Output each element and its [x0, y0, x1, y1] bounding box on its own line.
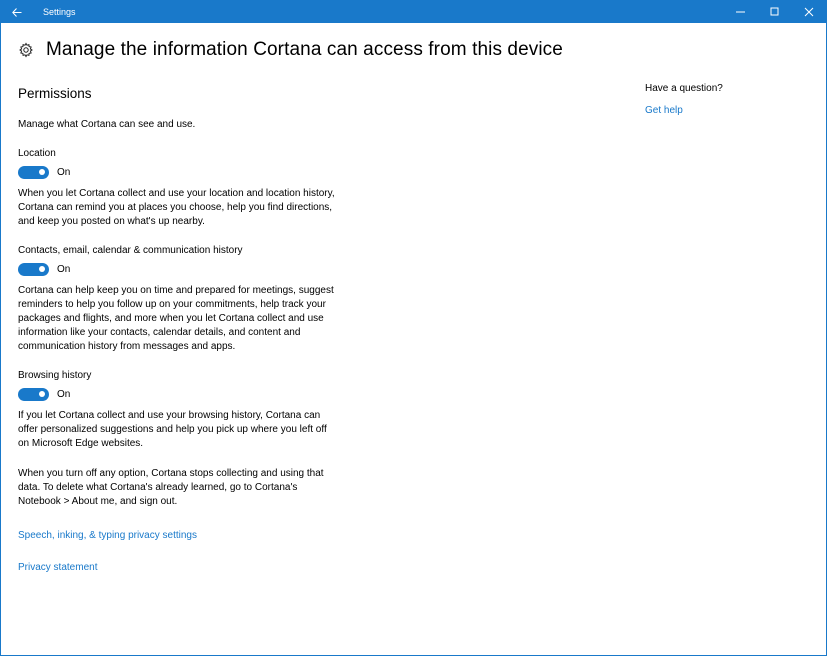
contacts-label: Contacts, email, calendar & communication history: [18, 245, 243, 256]
close-icon: [804, 7, 814, 17]
page-header: [18, 39, 563, 61]
speech-privacy-link[interactable]: Speech, inking, & typing privacy settings: [18, 530, 197, 541]
browsing-label: Browsing history: [18, 370, 92, 381]
browsing-toggle-row: [18, 387, 338, 401]
page-title: Manage the information Cortana can access from this device: [46, 39, 563, 60]
title-bar: [1, 1, 826, 23]
toggle-knob: [39, 169, 45, 175]
contacts-toggle[interactable]: [18, 263, 49, 276]
minimize-icon: [736, 7, 746, 17]
maximize-icon: [770, 7, 780, 17]
permissions-heading: Permissions: [18, 86, 92, 101]
toggle-knob: [39, 391, 45, 397]
location-toggle-row: [18, 165, 338, 179]
toggle-knob: [39, 266, 45, 272]
location-toggle[interactable]: [18, 166, 49, 179]
footer-note: When you turn off any option, Cortana stops collecting and using that data. To delete what Cortana's already learned, go to Cortana's Notebook > About me, and sign out.: [18, 468, 324, 507]
window-title: Settings: [43, 7, 76, 17]
permissions-intro: Manage what Cortana can see and use.: [18, 119, 196, 130]
gear-icon: [18, 42, 34, 58]
back-button[interactable]: [1, 1, 33, 23]
contacts-description: Cortana can help keep you on time and prepared for meetings, suggest reminders to help you follow up on your commitments, help track your packages and flights, and more when you let Cortana collect and use information like your contacts, calendar details, and content and communication history from messages and apps.: [18, 285, 334, 352]
close-button[interactable]: [792, 1, 826, 23]
browsing-toggle-state: On: [57, 388, 71, 400]
maximize-button[interactable]: [758, 1, 792, 23]
window-controls: [724, 1, 826, 23]
contacts-toggle-row: [18, 262, 338, 276]
location-toggle-state: On: [57, 166, 71, 178]
privacy-statement-link[interactable]: Privacy statement: [18, 562, 98, 573]
permissions-panel: [18, 86, 338, 575]
minimize-button[interactable]: [724, 1, 758, 23]
help-question: Have a question?: [645, 83, 723, 94]
location-description: When you let Cortana collect and use your location and location history, Cortana can remind you at places you choose, help you find directions, and keep you posted on what's up nearby.: [18, 188, 335, 227]
get-help-link[interactable]: Get help: [645, 105, 683, 116]
help-aside: [645, 83, 723, 118]
browsing-toggle[interactable]: [18, 388, 49, 401]
location-label: Location: [18, 148, 56, 159]
contacts-toggle-state: On: [57, 263, 71, 275]
arrow-left-icon: [12, 8, 22, 17]
browsing-description: If you let Cortana collect and use your browsing history, Cortana can offer personalized suggestions and help you pick up where you left off on Microsoft Edge websites.: [18, 410, 327, 449]
